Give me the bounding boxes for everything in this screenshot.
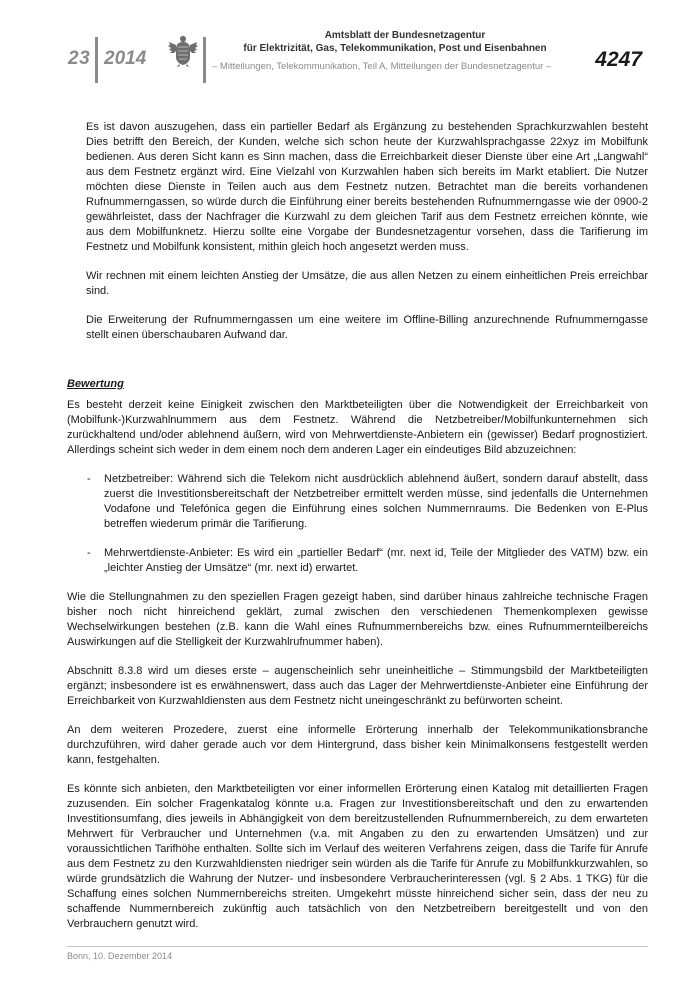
list-item [67,546,648,576]
footer-place-date: Bonn, 10. Dezember 2014 [67,951,173,961]
bullet-marker: - [87,473,91,485]
list-item [67,472,648,532]
paragraph: Wie die Stellungnahmen zu den speziellen Fragen gezeigt haben, sind darüber hinaus zahlreiche technische Fragen bisher noch nicht hinreichend geklärt, zumal zwischen den verschiedenen Themenkomplexen gewisse Wechselwirkungen bestehen (z.B. kann die Wahl eines Rufnummernbereichs bzw. eines Rufnummernteilbereichs Auswirkungen auf die Stelligkeit der Kurzwahlrufnummer haben). [67,591,648,648]
spacer [67,357,648,377]
section-heading: Bewertung [67,378,124,390]
federal-eagle-icon [168,33,198,67]
journal-subtitle: für Elektrizität, Gas, Telekommunikation, Post und Eisenbahnen [243,43,547,54]
footer-rule [67,946,648,947]
paragraph: An dem weiteren Prozedere, zuerst eine informelle Erörterung innerhalb der Telekommunikationsbranche durchzuführen, wird daher gerade auch vor dem Hintergrund, dass bisher kein Minimalkonsens festgestellt werden kann, festgehalten. [67,724,648,766]
document-body [67,120,648,946]
journal-title: Amtsblatt der Bundesnetzagentur [324,30,486,41]
paragraph: Die Erweiterung der Rufnummerngassen um eine weitere im Offline-Billing anzurechnende Rufnummerngasse stellt einen überschaubaren Aufwand dar. [86,314,648,341]
header-divider-2 [203,37,206,83]
paragraph: Wir rechnen mit einem leichten Anstieg der Umsätze, die aus allen Netzen zu einem einheitlichen Preis erreichbar sind. [86,270,648,297]
paragraph: Es könnte sich anbieten, den Marktbeteiligten vor einer informellen Erörterung einen Katalog mit detaillierten Fragen zuzusenden. Ein solcher Fragenkatalog könnte u.a. Fragen zur Investitionsbereitschaft und den zu erwartenden Investitionsumfang, dies jeweils in Abhängigkeit von dem bereitzustellenden Rufnummernbereich, zu dem erwarteten Mehrwert für Verbraucher und Unternehmen (v.a. mit Angaben zu den zu erwartenden Umsätzen) und zur voraussichtlichen Tarifhöhe enthalten. Sollte sich im Verlauf des weiteren Verfahrens zeigen, dass die Tarife für Anrufe aus dem Festnetz zu den Kurzwahldiensten niedriger sein würden als die Tarife für Anrufe zu Mobilfunkkurzwahlen, so würde grundsätzlich die Wahrung der Nutzer- und insbesondere Verbraucherinteressen (vgl. § 2 Abs. 1 TKG) für die Schaffung eines solchen Nummernbereichs streiten. Umgekehrt müsste hinreichend sicher sein, dass der neu zu schaffende Nummernbereich zukünftig auch tatsächlich von den Netzbetreibern bereitgestellt und von den Verbrauchern genutzt wird. [67,783,648,930]
list-item-text: Mehrwertdienste-Anbieter: Es wird ein „partieller Bedarf“ (mr. next id, Teile der Mitglieder des VATM) bzw. ein „leichter Anstieg der Umsätze“ (mr. next id) erwartet. [104,547,648,574]
bullet-marker: - [87,547,91,559]
paragraph: Es besteht derzeit keine Einigkeit zwischen den Marktbeteiligten über die Notwendigkeit der Erreichbarkeit von (Mobilfunk-)Kurzwahlnummern aus dem Festnetz. Während die Netzbetreiber/Mobilfunkunternehmen sich zurückhaltend und/oder ablehnend äußern, wird von Mehrwertdienste-Anbietern ein (gewisser) Bedarf prognostiziert. Allerdings scheint sich weder in dem einem noch dem anderen Lager ein eindeutiges Bild abzuzeichnen: [67,399,648,456]
issue-number: 23 [68,48,91,69]
issue-year: 2014 [104,48,147,69]
section-subtitle: – Mitteilungen, Telekommunikation, Teil A, Mitteilungen der Bundesnetzagentur – [212,61,552,72]
header-divider [95,37,98,83]
page-number: 4247 [595,48,642,71]
paragraph: Es ist davon auszugehen, dass ein partieller Bedarf als Ergänzung zu bestehenden Sprachkurzwahlen besteht Dies betrifft den Bereich, der Kunden, welche sich schon heute der Kurzwahlsprachgasse 22xyz im Mobilfunk bedienen. Aus deren Sicht kann es Sinn machen, dass die Erreichbarkeit dieser Dienste über eine Art „Langwahl“ aus dem Festnetz ergänzt wird. Eine Vielzahl von Kurzwahlen haben sich bereits im Markt etabliert. Die Nutzer möchten diese Dienste in Teilen auch aus dem Festnetz nutzen. Betrachtet man die bereits vorhandenen Rufnummerngassen, so würde durch die Einführung einer bereits bestehenden Rufnummerngasse wie der 0900-2 gewährleistet, dass der Nachfrager die Kurzwahl zu dem gleichen Tarif aus dem Festnetz erreichen könnte, wie aus dem Mobilfunknetz. Hierzu sollte eine Vorgabe der Bundesnetzagentur vorsehen, dass die Tarifierung im Festnetz und Mobilfunk konsistent, mithin gleich hoch angesetzt werden muss. [86,121,648,253]
list-item-text: Netzbetreiber: Während sich die Telekom nicht ausdrücklich ablehnend äußert, sondern darauf abstellt, dass zuerst die Investitionsbereitschaft der Netzbetreiber ermittelt werden müsse, sind jedenfalls die Unternehmen Vodafone und Telefónica gegen die Einführung eines solchen Nummernraums. Die Bedenken von E-Plus betreffen wiederum primär die Tarifierung. [104,473,648,530]
paragraph: Abschnitt 8.3.8 wird um dieses erste – augenscheinlich sehr uneinheitliche – Stimmungsbild der Marktbeteiligten ergänzt; insbesondere ist es erwähnenswert, dass auch das Lager der Mehrwertdienste-Anbieter eine Einführung der Erreichbarkeit von Kurzwahldiensten aus dem Festnetz nicht uneingeschränkt zu befürworten scheint. [67,665,648,707]
